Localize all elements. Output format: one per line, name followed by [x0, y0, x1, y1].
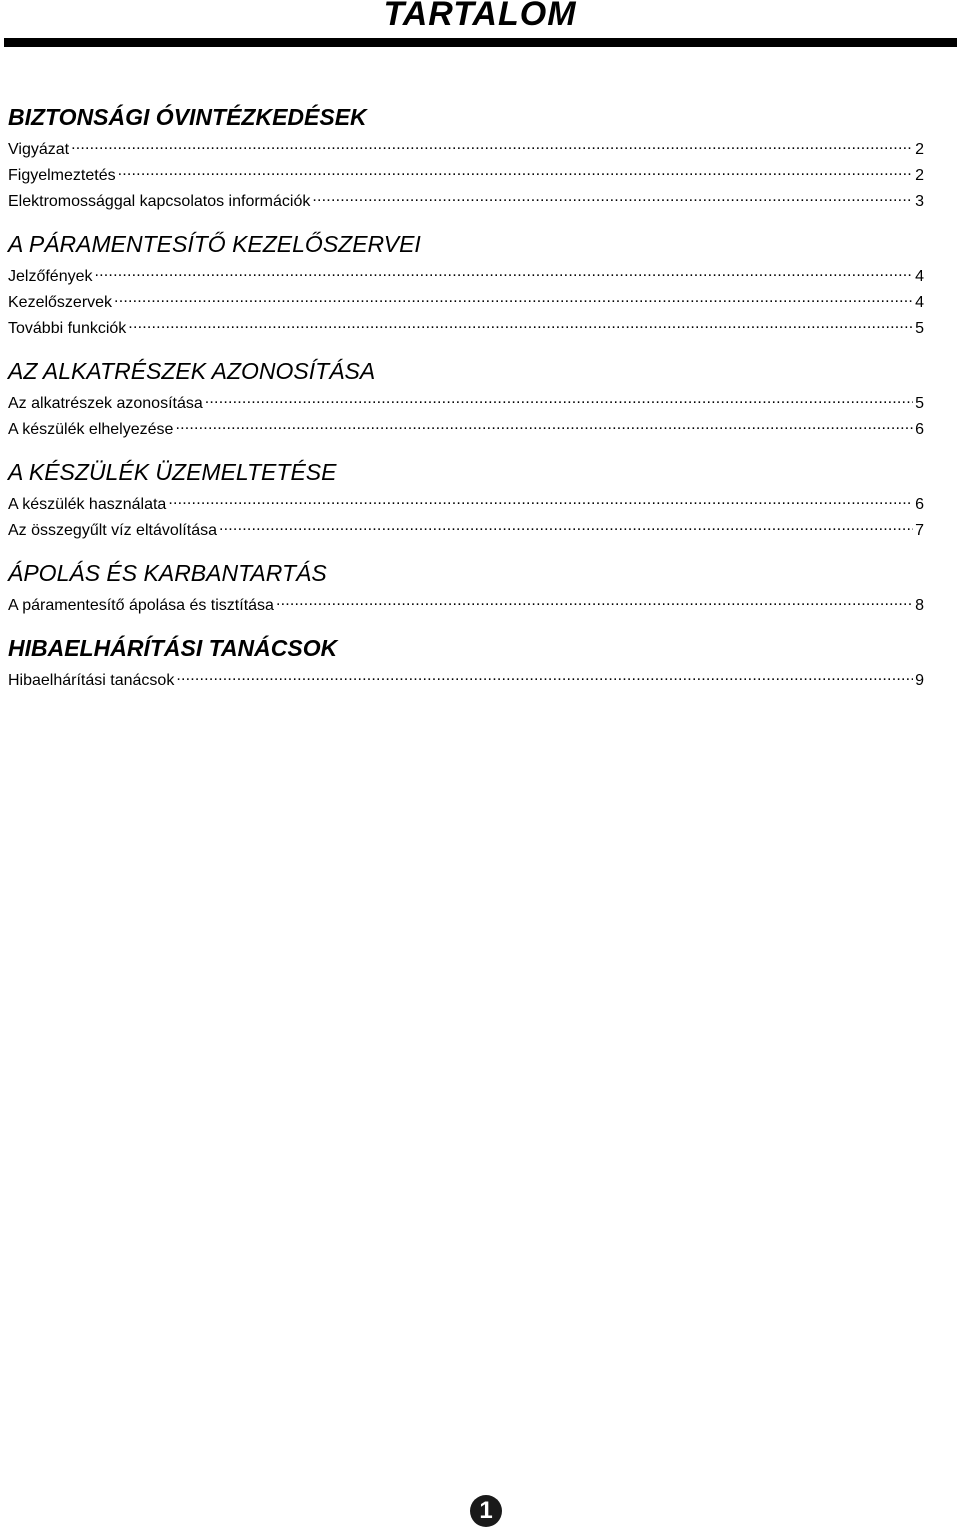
toc-section-operation: [8, 453, 924, 543]
dot-leader: [71, 136, 913, 154]
toc-entry-list: [8, 136, 924, 214]
toc-entry-title: Az összegyűlt víz eltávolítása: [8, 522, 217, 539]
dot-leader: [118, 162, 914, 180]
section-heading: BIZTONSÁGI ÓVINTÉZKEDÉSEK: [8, 104, 367, 130]
toc-entry-page: 6: [915, 421, 924, 438]
dot-leader: [128, 315, 913, 333]
toc-entry-page: 4: [915, 294, 924, 311]
dot-leader: [176, 667, 913, 685]
toc-entry-title: Az alkatrészek azonosítása: [8, 395, 203, 412]
toc-entry-page: 7: [915, 522, 924, 539]
toc-entry-page: 6: [915, 496, 924, 513]
section-heading: AZ ALKATRÉSZEK AZONOSÍTÁSA: [8, 358, 376, 384]
dot-leader: [175, 416, 913, 434]
dot-leader: [95, 263, 914, 281]
page-title: TARTALOM: [383, 0, 577, 33]
toc-section-controls: [8, 225, 924, 341]
toc-entry-page: 3: [915, 193, 924, 210]
toc-entry-title: További funkciók: [8, 320, 127, 337]
toc-entry[interactable]: [8, 315, 924, 341]
toc-entry-list: [8, 667, 924, 693]
toc-entry-list: [8, 592, 924, 618]
toc-entry-title: Jelzőfények: [8, 268, 93, 285]
page-number-badge: 1: [470, 1495, 502, 1527]
toc-entry-title: A készülék használata: [8, 496, 167, 513]
dot-leader: [276, 592, 913, 610]
section-heading: A PÁRAMENTESÍTŐ KEZELŐSZERVEI: [8, 231, 421, 257]
dot-leader: [312, 188, 913, 206]
toc-entry[interactable]: [8, 289, 924, 315]
toc-entry[interactable]: [8, 416, 924, 442]
dot-leader: [168, 491, 913, 509]
toc-entry-title: Hibaelhárítási tanácsok: [8, 672, 175, 689]
toc-entry-title: Vigyázat: [8, 141, 70, 158]
toc-entry[interactable]: [8, 162, 924, 188]
toc-entry-page: 8: [915, 597, 924, 614]
toc-entry-list: [8, 491, 924, 543]
toc-entry-title: Kezelőszervek: [8, 294, 113, 311]
toc-entry-page: 2: [915, 167, 924, 184]
toc-entry[interactable]: [8, 667, 924, 693]
toc-entry-list: [8, 390, 924, 442]
table-of-contents: [8, 98, 924, 693]
toc-entry[interactable]: [8, 136, 924, 162]
toc-section-care: [8, 554, 924, 618]
title-divider: [4, 38, 957, 47]
dot-leader: [114, 289, 913, 307]
toc-entry[interactable]: [8, 390, 924, 416]
toc-section-troubleshooting: [8, 629, 924, 693]
toc-entry-title: Figyelmeztetés: [8, 167, 116, 184]
toc-entry-page: 4: [915, 268, 924, 285]
toc-entry[interactable]: [8, 188, 924, 214]
toc-entry-page: 9: [915, 672, 924, 689]
toc-entry-title: Elektromossággal kapcsolatos információk: [8, 193, 311, 210]
toc-entry[interactable]: [8, 491, 924, 517]
section-heading: A KÉSZÜLÉK ÜZEMELTETÉSE: [8, 459, 337, 485]
toc-entry-title: A készülék elhelyezése: [8, 421, 174, 438]
toc-entry-page: 2: [915, 141, 924, 158]
toc-section-parts: [8, 352, 924, 442]
toc-entry[interactable]: [8, 517, 924, 543]
section-heading: HIBAELHÁRÍTÁSI TANÁCSOK: [8, 635, 338, 661]
dot-leader: [205, 390, 913, 408]
dot-leader: [219, 517, 913, 535]
toc-entry[interactable]: [8, 263, 924, 289]
toc-entry[interactable]: [8, 592, 924, 618]
toc-entry-list: [8, 263, 924, 341]
toc-section-safety: [8, 98, 924, 214]
toc-entry-title: A páramentesítő ápolása és tisztítása: [8, 597, 274, 614]
toc-entry-page: 5: [915, 395, 924, 412]
section-heading: ÁPOLÁS ÉS KARBANTARTÁS: [8, 560, 327, 586]
toc-entry-page: 5: [915, 320, 924, 337]
